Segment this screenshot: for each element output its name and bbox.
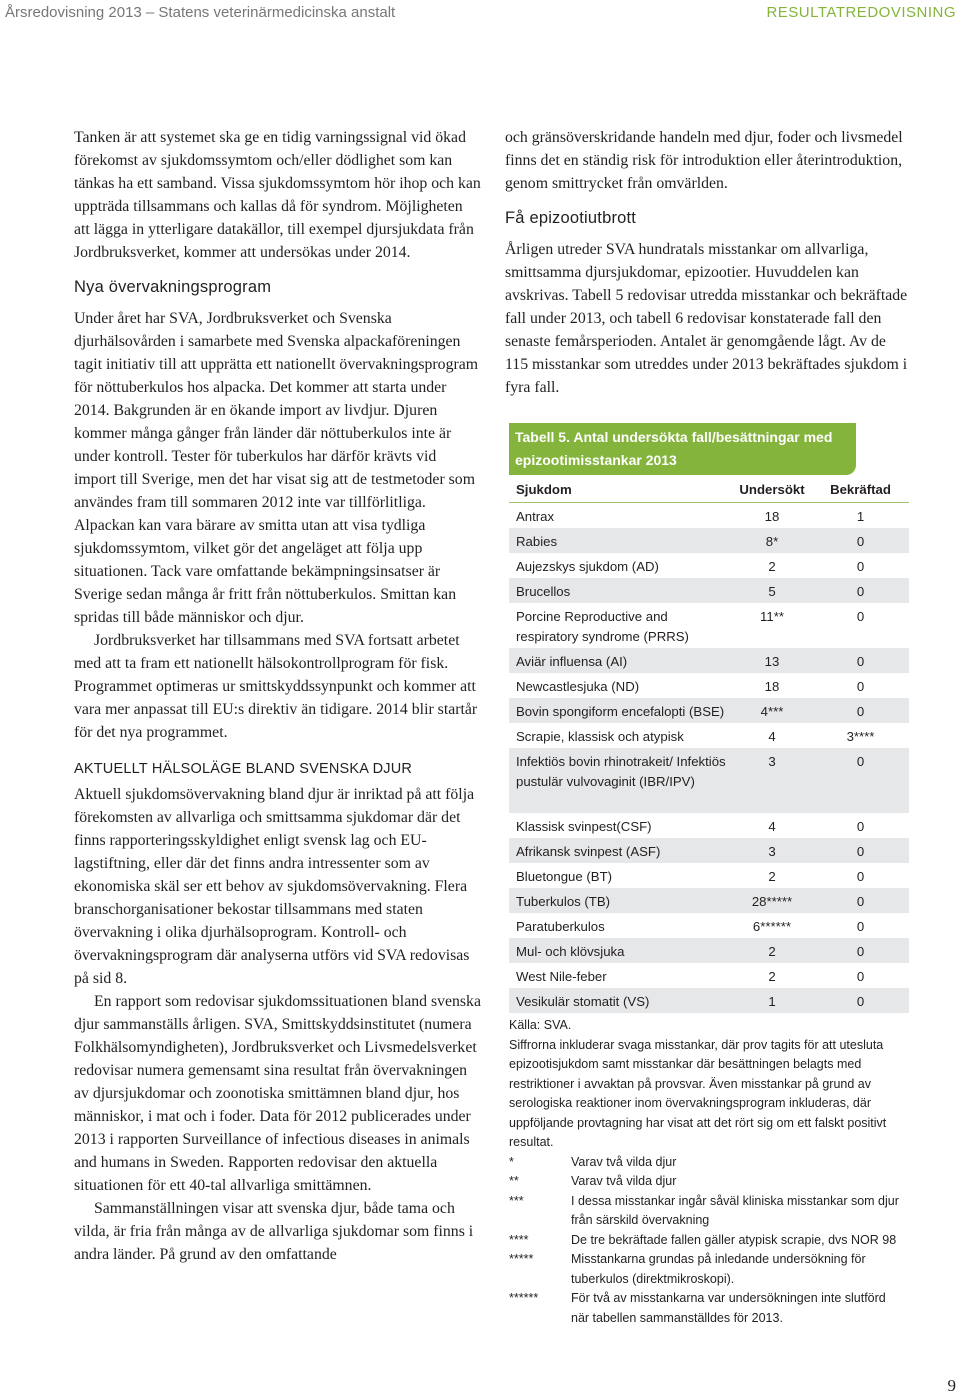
cell-disease: Brucellos — [516, 584, 571, 599]
cell-disease: Antrax — [516, 509, 555, 524]
table-header-row — [509, 478, 909, 503]
cell-investigated: 1 — [768, 994, 776, 1009]
cell-disease: Bluetongue (BT) — [516, 869, 613, 884]
right-column — [505, 126, 910, 399]
table-epizootic-suspicions — [509, 423, 909, 1013]
table-row — [509, 528, 909, 553]
table-row — [509, 578, 909, 603]
paragraph-surveillance: Aktuell sjukdomsövervakning bland djur är inriktad på att följa förekomsten av allvarliga och smittsamma sjukdomar där det finns rapporteringsskyldighet enligt svensk lag och EU-lagstiftning, eller där det finns andra intressenter som av ekonomiska skäl ser ett behov av sjukdomsövervakning. Flera branschorganisationer bekostar tillsammans med staten övervakning i olika djurhälsoprogram. Kontroll- och övervakningsprogram där analyserna utförs vid SVA redovisas på sid 8. — [74, 786, 475, 987]
footnote-text: Varav två vilda djur — [571, 1174, 677, 1188]
cell-disease: Newcastlesjuka (ND) — [516, 679, 640, 694]
cell-confirmed: 0 — [856, 844, 865, 859]
cell-confirmed: 0 — [856, 609, 865, 624]
cell-disease: Klassisk svinpest(CSF) — [516, 819, 652, 834]
footnote — [509, 1250, 904, 1289]
cell-confirmed: 0 — [856, 654, 865, 669]
cell-investigated: 11** — [760, 609, 784, 624]
paragraph-suspicions: Årligen utreder SVA hundratals misstankar om allvarliga, smittsamma djursjukdomar, epizootier. Huvuddelen kan avskrivas. Tabell 5 redovisar utredda misstankar och bekräftade fall under 2013, och tabell 6 redovisar konstaterade fall den senaste femårsperioden. Antalet är genomgående lågt. Av de 115 misstankar som utreddes under 2013 bekräftades sjukdom i fyra fall. — [505, 241, 908, 396]
cell-investigated: 3 — [768, 844, 776, 859]
footnote — [509, 1172, 904, 1192]
source-note: Källa: SVA. — [509, 1018, 572, 1032]
paragraph-summary: Sammanställningen visar att svenska djur, både tama och vilda, är fria från många av de allvarliga sjukdomar som finns i andra länder. På grund av den omfattande — [74, 1200, 474, 1263]
table-row — [509, 603, 909, 648]
table-row — [509, 863, 909, 888]
cell-confirmed: 0 — [856, 534, 865, 549]
footnote-mark: ** — [509, 1174, 519, 1188]
footnote-text: I dessa misstankar ingår såväl kliniska misstankar som djur från särskild övervakning — [571, 1193, 899, 1227]
table-row — [509, 988, 909, 1013]
cell-investigated: 3 — [768, 754, 776, 769]
cell-confirmed: 0 — [856, 559, 865, 574]
table-row — [509, 673, 909, 698]
cell-investigated: 2 — [768, 944, 776, 959]
heading-few-outbreaks: Få epizootiutbrott — [505, 209, 637, 227]
cell-disease: Infektiös bovin rhinotrakeit/ Infektiös pustulär vulvovaginit (IBR/IPV) — [516, 754, 726, 789]
cell-investigated: 18 — [764, 509, 780, 524]
intro-paragraph: Tanken är att systemet ska ge en tidig varningssignal vid ökad förekomst av sjukdomssymtom och/eller dödlighet som kan tänkas ha ett samband. Vissa sjukdomssymtom hör ihop och kan uppträda tillsammans och kallas då för syndrom. Möjligheten att lägga in ytterligare datakällor, till exempel djursjukdata från Jordbruksverket, kommer att undersökas under 2014. — [74, 129, 481, 261]
cell-disease: Porcine Reproductive and respiratory syndrome (PRRS) — [516, 609, 689, 644]
page-number: 9 — [947, 1376, 956, 1395]
table-row — [509, 698, 909, 723]
footnote — [509, 1231, 904, 1251]
cell-disease: Afrikansk svinpest (ASF) — [516, 844, 661, 859]
paragraph-report: En rapport som redovisar sjukdomssituationen bland svenska djur sammanställs årligen. SVA, Smittskyddsinstitutet (numera Folkhälsomyndigheten), Jordbruksverket och Livsmedelsverket redovisar numera gemensamt sina resultat från övervakningen av djursjukdomar och zoonotiska smittämnen bland djur, hos människor, i mat och i foder. Data för 2012 publicerades under 2013 i rapporten Surveillance of infectious diseases in animals and humans in Sweden. Rapporten redovisar den aktuella situationen för ett 40-tal allvarliga smittämnen. — [74, 993, 481, 1194]
table-row — [509, 888, 909, 913]
cell-disease: Rabies — [516, 534, 558, 549]
paragraph-fish-program: Jordbruksverket har tillsammans med SVA fortsatt arbetet med att ta fram ett nationellt hälsokontrollprogram för fisk. Programmet optimeras ur smittskyddssynpunkt och kommer att vara mer anpassat till EU:s direktiv än tidigare. 2014 blir startår för det nya programmet. — [74, 632, 478, 741]
cell-disease: Aviär influensa (AI) — [516, 654, 628, 669]
cell-confirmed: 0 — [856, 679, 865, 694]
cell-disease: West Nile-feber — [516, 969, 607, 984]
cell-confirmed: 3**** — [846, 729, 875, 744]
table-row — [509, 723, 909, 748]
footnote-text: För två av misstankarna var undersökningen inte slutförd när tabellen sammanställdes för 2013. — [571, 1291, 886, 1325]
table-row — [509, 838, 909, 863]
cell-disease: Tuberkulos (TB) — [516, 894, 611, 909]
footnote — [509, 1192, 904, 1231]
footnote-mark: **** — [509, 1232, 529, 1247]
heading-health-status: AKTUELLT HÄLSOLÄGE BLAND SVENSKA DJUR — [74, 761, 413, 777]
running-header-title: Årsredovisning 2013 – Statens veterinärmedicinska anstalt — [5, 4, 396, 21]
cell-confirmed: 0 — [856, 869, 865, 884]
cell-confirmed: 1 — [856, 509, 865, 524]
cell-investigated: 18 — [764, 679, 780, 694]
cell-confirmed: 0 — [856, 919, 865, 934]
footnote-mark: *** — [509, 1193, 524, 1208]
cell-investigated: 8* — [765, 534, 779, 549]
column-header-investigated: Undersökt — [739, 482, 805, 497]
footnote-text: De tre bekräftade fallen gäller atypisk scrapie, dvs NOR 98 — [571, 1232, 897, 1247]
footnote-text: Varav två vilda djur — [571, 1154, 677, 1169]
table-row — [509, 503, 909, 528]
cell-disease: Aujezskys sjukdom (AD) — [516, 559, 659, 574]
table-row — [509, 963, 909, 988]
footnote-mark: ***** — [509, 1252, 534, 1266]
cell-investigated: 13 — [764, 654, 780, 669]
cell-disease: Mul- och klövsjuka — [516, 944, 625, 959]
footnote-list — [509, 1153, 904, 1329]
footnote — [509, 1289, 904, 1328]
cell-confirmed: 0 — [856, 754, 865, 769]
running-header-section: RESULTATREDOVISNING — [766, 4, 956, 21]
cell-investigated: 2 — [768, 869, 776, 884]
table-notes — [509, 1016, 904, 1328]
cell-confirmed: 0 — [856, 704, 865, 719]
cell-confirmed: 0 — [856, 969, 865, 984]
table-row — [509, 913, 909, 938]
column-header-confirmed: Bekräftad — [830, 482, 891, 497]
cell-confirmed: 0 — [856, 819, 865, 834]
cell-disease: Scrapie, klassisk och atypisk — [516, 729, 684, 744]
footnote-mark: ****** — [509, 1291, 539, 1305]
column-header-disease: Sjukdom — [516, 482, 572, 497]
cell-investigated: 28***** — [751, 894, 793, 909]
paragraph-trade-risk: och gränsöverskridande handeln med djur, foder och livsmedel finns det en ständig risk för introduktion eller återintroduktion, genom smittrycket från omvärlden. — [505, 129, 903, 192]
description-note: Siffrorna inkluderar svaga misstankar, där prov tagits för att utesluta epizootisjukdom samt misstankar där besättningen belagts med restriktioner i avvaktan på provsvar. Även misstankar på grund av serologiska reaktioner inom övervakningsprogram inkluderas, där uppföljande provtagning har visat att det rört sig om ett falskt positivt resultat. — [509, 1037, 887, 1149]
table-row — [509, 748, 909, 813]
table-row — [509, 648, 909, 673]
cell-investigated: 4 — [768, 819, 776, 834]
cell-investigated: 5 — [768, 584, 776, 599]
cell-investigated: 4 — [768, 729, 776, 744]
cell-investigated: 2 — [768, 969, 776, 984]
footnote-mark: * — [509, 1154, 514, 1169]
footnote — [509, 1153, 904, 1173]
paragraph-alpaca-program: Under året har SVA, Jordbruksverket och Svenska djurhälsovården i samarbete med Svenska alpackaföreningen tagit initiativ till att upprätta ett nationellt övervakningsprogram för nöttuberkulos hos alpacka. Det kommer att starta under 2014. Bakgrunden är en ökande import av livdjur. Djuren kommer många gånger från länder där nöttuberkulos inte är under kontroll. Tester för tuberkulos har därför krävts vid import till Sverige, men det har visat sig att de testmetoder som användes fram till sommaren 2012 inte var tillförlitliga. Alpackan kan vara bärare av smitta utan att visa tydliga sjukdomssymtom, vilket gör det angeläget att följa upp situationen. Tack vare omfattande bekämpningsinsatser är Sverige sedan många år fritt från nöttuberkulos. Smittan kan spridas till både människor och djur. — [74, 310, 479, 626]
table-row — [509, 813, 909, 838]
table-title: Tabell 5. Antal undersökta fall/besättningar med epizootimisstankar 2013 — [509, 423, 856, 475]
left-column — [74, 126, 481, 1266]
table-row — [509, 553, 909, 578]
cell-confirmed: 0 — [856, 944, 865, 959]
cell-investigated: 2 — [768, 559, 776, 574]
cell-confirmed: 0 — [856, 584, 865, 599]
cell-disease: Paratuberkulos — [516, 919, 605, 934]
cell-disease: Bovin spongiform encefalopti (BSE) — [516, 704, 725, 719]
cell-confirmed: 0 — [856, 994, 865, 1009]
table-body — [509, 503, 909, 1013]
footnote-text: Misstankarna grundas på inledande undersökning för tuberkulos (direktmikroskopi). — [571, 1252, 866, 1286]
table-row — [509, 938, 909, 963]
cell-disease: Vesikulär stomatit (VS) — [516, 994, 650, 1009]
cell-investigated: 4*** — [760, 704, 784, 719]
cell-confirmed: 0 — [856, 894, 865, 909]
cell-investigated: 6****** — [752, 919, 792, 934]
heading-new-programs: Nya övervakningsprogram — [74, 278, 272, 296]
